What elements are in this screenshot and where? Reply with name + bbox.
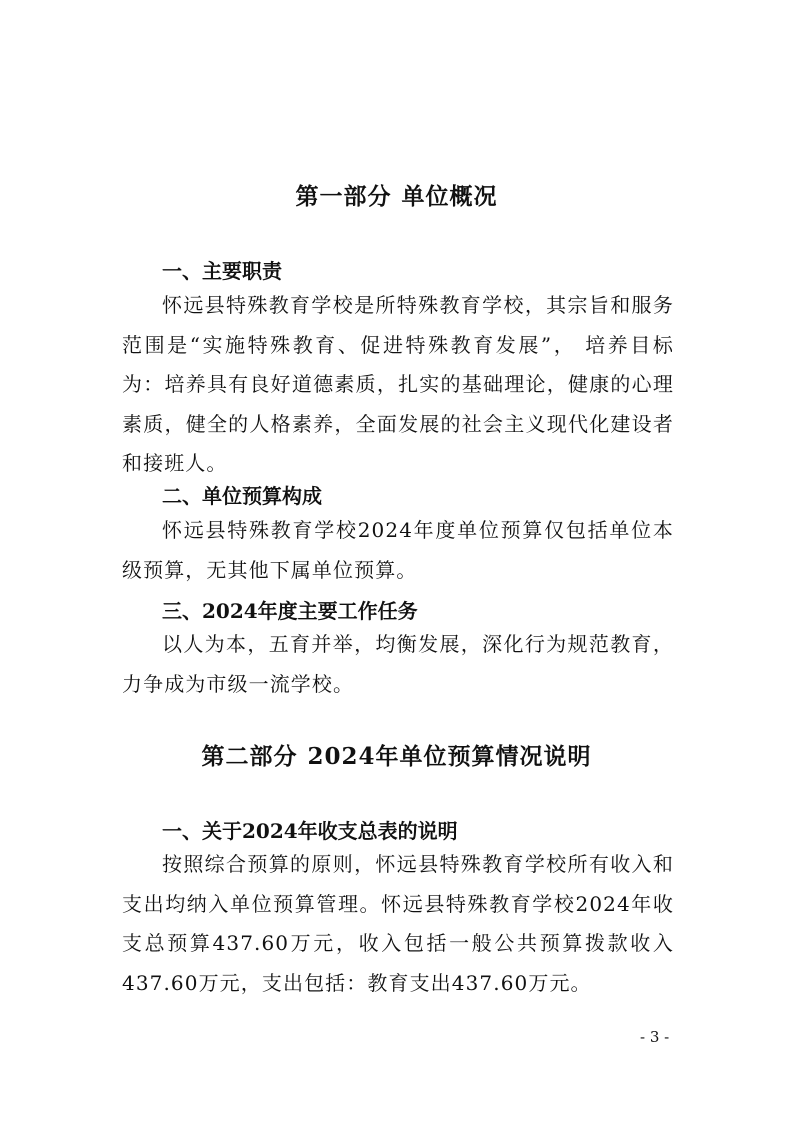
section-heading-main-tasks: 三、2024年度主要工作任务 [162,599,418,623]
paragraph-budget-composition: 怀远县特殊教育学校2024年度单位预算仅包括单位本级预算，无其他下属单位预算。 [122,518,674,582]
paragraph-duties: 怀远县特殊教育学校是所特殊教育学校，其宗旨和服务范围是“实施特殊教育、促进特殊教育发展”， 培养目标为：培养具有良好道德素质，扎实的基础理论，健康的心理素质，健全的人格素养，全面发展的社会主义现代化建设者和接班人。 [122,293,674,476]
part1-title-label: 第一部分 [295,183,392,210]
part2-title [0,738,793,771]
paragraph-revenue-expenditure: 按照综合预算的原则，怀远县特殊教育学校所有收入和支出均纳入单位预算管理。怀远县特殊教育学校2024年收支总预算437.60万元，收入包括一般公共预算拨款收入437.60万元，支出包括：教育支出437.60万元。 [122,852,674,995]
part2-title-label: 第二部分 [201,743,298,770]
part2-title-text: 2024年单位预算情况说明 [307,743,592,770]
section-heading-budget-composition: 二、单位预算构成 [162,484,322,508]
section-heading-duties: 一、主要职责 [162,259,282,283]
paragraph-main-tasks: 以人为本，五育并举，均衡发展，深化行为规范教育，力争成为市级一流学校。 [122,632,674,696]
part1-title-text: 单位概况 [401,183,498,210]
section-heading-revenue-expenditure: 一、关于2024年收支总表的说明 [162,819,458,843]
part1-title [0,178,793,211]
page-number: - 3 - [640,1028,670,1046]
